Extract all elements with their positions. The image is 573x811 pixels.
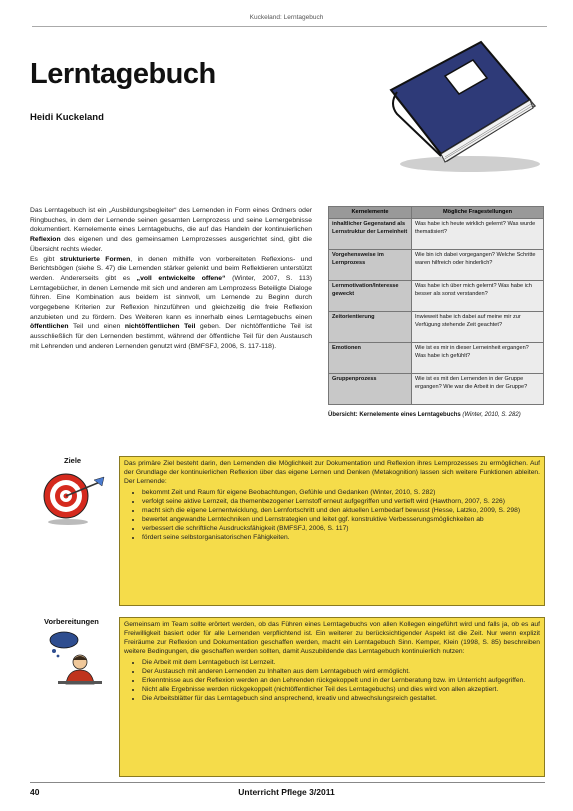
table-cell: Emotionen <box>329 343 412 374</box>
table-cell: Lernmotivation/Interesse geweckt <box>329 281 412 312</box>
list-item: • bekommt Zeit und Raum für eigene Beobachtungen, Gefühle und Gedanken (Winter, 2010, S. 282) <box>142 488 544 497</box>
table-row <box>329 250 544 281</box>
ziele-intro: Das primäre Ziel besteht darin, den Lernenden die Möglichkeit zur Dokumentation und Reflexion ihres Lernprozesses zu ermöglichen. Auf der Grundlage der kontinuierlichen Reflexion über das eigene Lernen und Denken (Metakognition) lassen sich weitere Funktionen ableiten. Der Lernende: <box>124 460 540 485</box>
table-cell: Wie ist es mit den Lernenden in der Gruppe ergangen? Wie war die Arbeit in der Gruppe? <box>412 374 544 405</box>
table-row <box>329 219 544 250</box>
table-cell: Zeitorientierung <box>329 312 412 343</box>
list-item: • verfolgt seine aktive Lernzeit, da themenbezogener Lernstoff erneut aufgegriffen und vertieft wird (Hawthorn, 2007, S. 226) <box>142 497 544 506</box>
page-number: 40 <box>30 787 40 797</box>
ziele-list <box>120 488 544 542</box>
table-cell: Gruppenprozess <box>329 374 412 405</box>
table-row <box>329 374 544 405</box>
thinking-person-icon <box>44 630 106 686</box>
table-cell: inhaltlicher Gegenstand als Lernstruktur der Lerneinheit <box>329 219 412 250</box>
table-row <box>329 343 544 374</box>
table-cell: Inwieweit habe ich dabei auf meine mir zur Verfügung stehende Zeit geachtet? <box>412 312 544 343</box>
running-header: Kuckeland: Lerntagebuch <box>249 14 324 21</box>
table-cell: Wie bin ich dabei vorgegangen? Welche Schritte waren hilfreich oder hinderlich? <box>412 250 544 281</box>
list-item: • fördert seine selbstorganisatorischen Fähigkeiten. <box>142 533 544 542</box>
vorbereitungen-box <box>119 617 545 777</box>
table-row <box>329 312 544 343</box>
target-icon <box>40 468 108 526</box>
table-row <box>329 281 544 312</box>
journal-title: Unterricht Pflege 3/2011 <box>238 787 335 797</box>
vorbereitungen-label: Vorbereitungen <box>44 617 99 626</box>
list-item: • Erkenntnisse aus der Reflexion werden an den Lehrenden rückgekoppelt und in der Lernberatung bzw. im Unterricht aufgegriffen. <box>142 676 544 685</box>
footer-divider <box>30 782 545 783</box>
ziele-box <box>119 456 545 606</box>
table-header-cell: Kernelemente <box>329 207 412 219</box>
list-item: • verbessert die schriftliche Ausdrucksfähigkeit (BMFSFJ, 2006, S. 117) <box>142 524 544 533</box>
book-illustration <box>375 36 545 176</box>
table-caption: Übersicht: Kernelemente eines Lerntagebuchs (Winter, 2010, S. 282) <box>328 412 521 418</box>
list-item: • macht sich die eigene Lernentwicklung, den Lernfortschritt und den aktuellen Lernbedarf bewusst (Hesse, Latzko, 2009, S. 298) <box>142 506 544 515</box>
table-cell: Was habe ich heute wirklich gelernt? Was wurde thematisiert? <box>412 219 544 250</box>
table-cell: Wie ist es mir in dieser Lerneinheit ergangen? Was habe ich gefühlt? <box>412 343 544 374</box>
table-cell: Vorgehensweise im Lernprozess <box>329 250 412 281</box>
list-item: • Die Arbeitsblätter für das Lerntagebuch sind ansprechend, kreativ und abwechslungsreich gestaltet. <box>142 694 544 703</box>
table-header-cell: Mögliche Fragestellungen <box>412 207 544 219</box>
list-item: • Nicht alle Ergebnisse werden rückgekoppelt (nichtöffentlicher Teil des Lerntagebuchs) und dies wird von allen akzeptiert. <box>142 685 544 694</box>
vorbereitungen-intro: Gemeinsam im Team sollte erörtert werden, ob das Führen eines Lerntagebuchs von allen Kollegen eingeführt wird und falls ja, ob es auf Freiwilligkeit basiert oder für alle Lernenden verpflichtend ist. Ein weiterer zu berücksichtigender Aspekt ist die Zeit. Nur wenn explizit Freiräume zur Reflexion und Dokumentation geschaffen werden, macht ein Lerntagebuch Sinn. Kemper, Klein (1998, S. 85) beschreiben weitere Bedingungen, die geschaffen werden sollten, damit Auszubildende das Lerntagebuch kontinuierlich nutzen: <box>124 621 540 655</box>
vorbereitungen-list <box>120 658 544 703</box>
article-title: Lerntagebuch <box>30 58 216 90</box>
intro-text: Das Lerntagebuch ist ein „Ausbildungsbegleiter“ des Lernenden in Form eines Ordners oder Ringbuches, in dem der Lernende seinen gesamten Lernprozess und seine Lernergebnisse dokumentiert. Kernelemente eines Lerntagebuchs, die auf das Handeln der kontinuierlichen Reflexion des eigenen und des gemeinsamen Lernprozesses ausgerichtet sind, gibt die Übersicht rechts wieder. Es gibt strukturierte Formen, in denen mithilfe von vorbereiteten Reflexions- und Berichtsbögen (siehe S. 47) die Lernenden stärker gelenkt und beim Reflektieren unterstützt werden. Andererseits gibt es „voll entwickelte offene“ (Winter, 2007, S. 113) Lerntagebücher, in denen Lernende mit sich und anderen am Lernprozess Beteiligte Dialoge führen. Eine Kombination aus beidem ist sinnvoll, um Lernende zu Beginn durch vorgegebene Kriterien zur Reflexion hinzuführen und gleichzeitig die freie Reflexion anzubieten und zu fördern. Des Weiteren kann es innerhalb eines Lerntagebuchs einen öffentlichen Teil und einen nichtöffentlichen Teil geben. Der nichtöffentliche Teil ist ausschließlich für den Lernenden bestimmt, während der öffentliche Teil für den Austausch mit Lehrenden und anderen Lernenden genutzt wird (BMFSFJ, 2006, S. 117-118). <box>30 207 313 350</box>
table-header-row <box>329 207 544 219</box>
list-item: • Die Arbeit mit dem Lerntagebuch ist Lernzeit. <box>142 658 544 667</box>
ziele-label: Ziele <box>64 456 82 465</box>
article-author: Heidi Kuckeland <box>30 112 104 123</box>
header-divider <box>32 26 547 27</box>
kernelemente-table <box>328 206 544 405</box>
table-cell: Was habe ich über mich gelernt? Was habe ich besser als sonst verstanden? <box>412 281 544 312</box>
list-item: • Der Austausch mit anderen Lernenden zu Inhalten aus dem Lerntagebuch wird ermöglicht. <box>142 667 544 676</box>
list-item: • bewertet angewandte Lerntechniken und Lernstrategien und leitet ggf. konstruktive Verbesserungsmöglichkeiten ab <box>142 515 544 524</box>
